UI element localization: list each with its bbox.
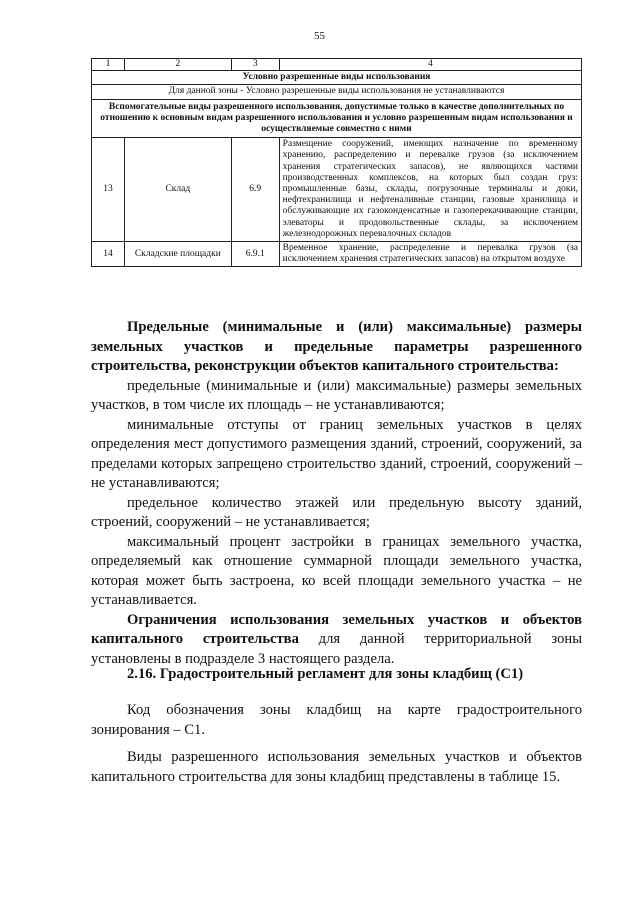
table-row <box>92 138 582 242</box>
page-number: 55 <box>314 30 325 42</box>
row-number: 14 <box>92 242 125 267</box>
limits-heading: Предельные (минимальные и (или) максимальные) размеры земельных участков и предельные параметры разрешенного строительства, реконструкции объектов капитального строительства: <box>91 319 582 374</box>
section-conditional-title: Условно разрешенные виды использования <box>92 71 582 85</box>
col-number-2: 2 <box>124 59 231 71</box>
paragraph: минимальные отступы от границ земельных участков в целях определения мест допустимого размещения зданий, строений, сооружений, за пределами которых запрещено строительство зданий, строений, сооружений – не устанавливаются; <box>91 416 582 491</box>
zone-types-paragraph: Виды разрешенного использования земельных участков и объектов капитального строительства для зоны кладбищ представлены в таблице 15. <box>91 749 582 785</box>
section-conditional-note: Для данной зоны - Условно разрешенные виды использования не устанавливаются <box>92 85 582 99</box>
table-row <box>92 242 582 267</box>
land-use-table <box>91 58 582 267</box>
paragraph: предельные (минимальные и (или) максимальные) размеры земельных участков, в том числе их площадь – не устанавливаются; <box>91 377 582 413</box>
row-use-name: Склад <box>124 138 231 242</box>
paragraph: максимальный процент застройки в границах земельного участка, определяемый как отношение суммарной площади земельного участка, которая может быть застроена, ко всей площади земельного участка – не устанавливается. <box>91 533 582 608</box>
row-number: 13 <box>92 138 125 242</box>
restrictions-rest: для данной территориальной зоны установлены в подразделе 3 настоящего раздела. <box>91 631 582 667</box>
restrictions-paragraph <box>91 611 582 670</box>
row-use-name: Складские площадки <box>124 242 231 267</box>
section-heading: 2.16. Градостроительный регламент для зоны кладбищ (С1) <box>127 666 524 682</box>
table-section-row <box>92 99 582 138</box>
table-section-row <box>92 71 582 85</box>
restrictions-bold: Ограничения использования земельных участков и объектов капитального строительства <box>91 611 582 647</box>
row-use-description: Размещение сооружений, имеющих назначение по временному хранению, распределению и перевалке грузов (за исключением хранения стратегических запасов), не являющихся частями производственных комплексов, на которых был создан груз: промышленные базы, склады, погрузочные терминалы и доки, нефтехранилища и нефтеналивные станции, газовые хранилища и обслуживающие их газоконденсатные и газоперекачивающие станции, элеваторы и продовольственные склады, за исключением железнодорожных перевалочных складов <box>279 138 581 242</box>
row-use-description: Временное хранение, распределение и перевалка грузов (за исключением хранения стратегических запасов) на открытом воздухе <box>279 242 581 267</box>
table-header-row <box>92 59 582 71</box>
section-auxiliary-title: Вспомогательные виды разрешенного использования, допустимые только в качестве дополнительных по отношению к основным видам разрешенного использования и условно разрешенным видам использования и осуществляемые совместно с ними <box>92 99 582 138</box>
zone-code-paragraph: Код обозначения зоны кладбищ на карте градостроительного зонирования – С1. <box>91 702 582 738</box>
paragraph: предельное количество этажей или предельную высоту зданий, строений, сооружений – не устанавливается; <box>91 494 582 530</box>
col-number-1: 1 <box>92 59 125 71</box>
zone-section <box>91 701 582 787</box>
row-use-code: 6.9 <box>231 138 279 242</box>
row-use-code: 6.9.1 <box>231 242 279 267</box>
limits-section <box>91 318 582 669</box>
col-number-4: 4 <box>279 59 581 71</box>
col-number-3: 3 <box>231 59 279 71</box>
table-section-row <box>92 85 582 99</box>
